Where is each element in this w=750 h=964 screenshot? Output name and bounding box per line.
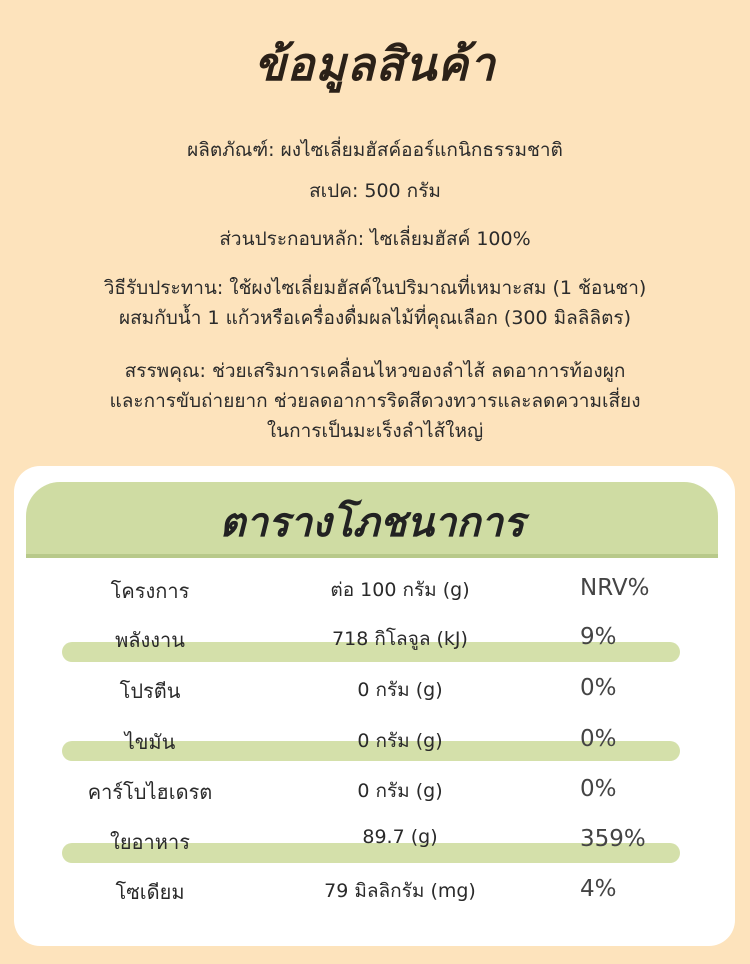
nutrition-title: ตารางโภชนาการ	[219, 500, 525, 546]
benefit-line-3: ในการเป็นมะเร็งลำไส้ใหญ่	[266, 420, 484, 442]
row-per: 89.7 (g)	[362, 826, 438, 848]
nutrition-header-row	[0, 575, 750, 609]
row-per: 0 กรัม (g)	[357, 679, 443, 701]
header-item: โครงการ	[110, 579, 190, 603]
usage-line-1: วิธีรับประทาน: ใช้ผงไซเลี่ยมฮัสค์ในปริมาณที่เหมาะสม (1 ช้อนชา)	[103, 277, 647, 299]
nutrition-row	[0, 776, 750, 810]
row-per: 0 กรัม (g)	[357, 780, 443, 802]
product-name: ผลิตภัณฑ์: ผงไซเลี่ยมฮัสค์ออร์แกนิกธรรมชาติ	[187, 139, 563, 161]
nutrition-row	[0, 624, 750, 658]
page-title: ข้อมูลสินค้า	[254, 37, 496, 91]
header-nrv: NRV%	[580, 575, 650, 601]
usage-line-2: ผสมกับน้ำ 1 แก้วหรือเครื่องดื่มผลไม้ที่คุณเลือก (300 มิลลิลิตร)	[118, 307, 632, 329]
nutrition-row	[0, 675, 750, 709]
nutrition-row	[0, 826, 750, 860]
row-nrv: 359%	[580, 826, 646, 852]
row-item: ไขมัน	[124, 730, 176, 754]
product-spec: สเปค: 500 กรัม	[309, 180, 441, 202]
row-per: 718 กิโลจูล (kJ)	[332, 628, 468, 650]
row-item: พลังงาน	[115, 628, 185, 652]
nutrition-row	[0, 876, 750, 910]
row-nrv: 9%	[580, 624, 617, 650]
row-nrv: 0%	[580, 776, 617, 802]
benefit-line-1: สรรพคุณ: ช่วยเสริมการเคลื่อนไหวของลำไส้ ลดอาการท้องผูก	[124, 360, 626, 382]
row-nrv: 0%	[580, 726, 617, 752]
row-item: โซเดียม	[115, 880, 185, 904]
row-per: 79 มิลลิกรัม (mg)	[324, 880, 476, 902]
row-nrv: 4%	[580, 876, 617, 902]
nutrition-row	[0, 726, 750, 760]
header-per: ต่อ 100 กรัม (g)	[330, 579, 470, 601]
row-item: โปรตีน	[119, 679, 181, 703]
row-nrv: 0%	[580, 675, 617, 701]
benefit-line-2: และการขับถ่ายยาก ช่วยลดอาการริดสีดวงทวารและลดความเสี่ยง	[109, 390, 641, 412]
row-item: ใยอาหาร	[110, 830, 190, 854]
row-item: คาร์โบไฮเดรต	[87, 780, 213, 804]
row-per: 0 กรัม (g)	[357, 730, 443, 752]
product-ingredient: ส่วนประกอบหลัก: ไซเลี่ยมฮัสค์ 100%	[219, 228, 531, 250]
